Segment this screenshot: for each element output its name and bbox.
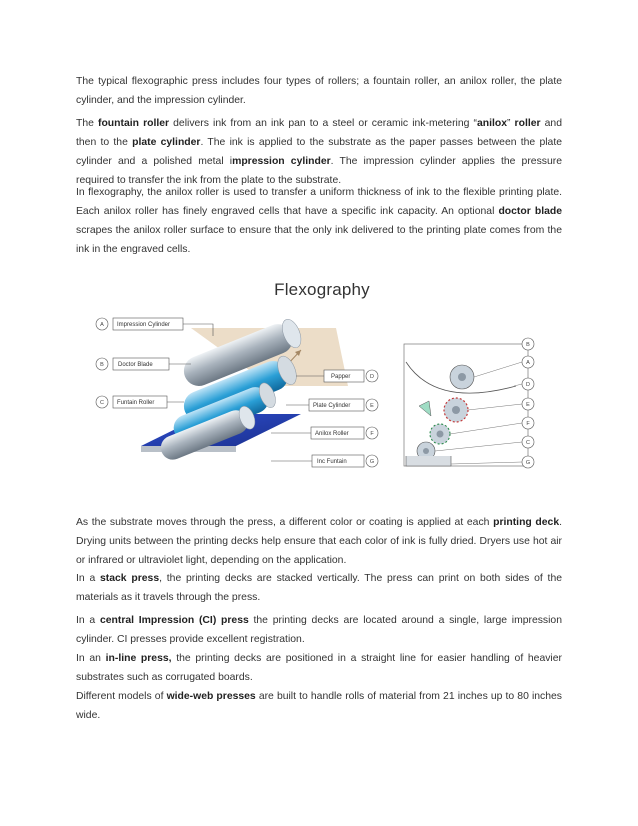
term-wide-web-presses: wide-web presses: [166, 691, 256, 702]
callout-letter: C: [100, 400, 104, 406]
schematic-letter-f: F: [526, 421, 530, 427]
text-run: In a: [76, 573, 101, 584]
callout-fountain-roller: [96, 396, 184, 408]
paragraph-printing-deck: [76, 513, 562, 570]
callout-label: Doctor Blade: [118, 362, 153, 368]
schematic-letter-a: A: [526, 360, 530, 366]
text-run: . The impression cylinder applies the pressure required to transfer the ink from the plate to the substrate.: [76, 156, 562, 186]
term-roller: roller: [514, 118, 541, 129]
callout-doctor-blade: [96, 358, 191, 370]
text-run: As the substrate moves through the press, a different color or coating is applied at each: [76, 517, 494, 528]
callout-label: Funtain Roller: [117, 400, 155, 406]
schematic-letter-d: D: [526, 382, 530, 388]
press-3d-drawing: [141, 317, 351, 464]
term-printing-deck: printing deck: [493, 517, 560, 528]
term-impression-cylinder: mpression cylinder: [232, 156, 331, 167]
text-run: delivers ink from an ink pan to a steel or ceramic ink-metering “: [169, 118, 477, 129]
schematic-ink-pan: [406, 456, 451, 466]
callout-letter: G: [369, 459, 375, 465]
text-run: are built to handle rolls of material from 21 inches up to 80 inches wide.: [76, 691, 562, 721]
term-ci-press: central Impression (CI) press: [99, 615, 249, 626]
term-plate-cylinder: plate cylinder: [132, 137, 201, 148]
flexography-figure: [86, 280, 556, 480]
callout-letter: B: [100, 362, 104, 368]
callout-impression-cylinder: [96, 318, 213, 336]
callout-anilox-roller: [271, 427, 378, 439]
term-fountain-roller: fountain roller: [98, 118, 170, 129]
callout-label: Anilox Roller: [315, 431, 349, 437]
text-run: and then to the: [76, 118, 562, 148]
callout-label: Plate Cylinder: [313, 403, 351, 409]
term-stack-press: stack press: [100, 573, 160, 584]
term-anilox: anilox: [476, 118, 507, 129]
paragraph-fountain-roller: [76, 114, 562, 190]
text-run: In flexography, the anilox roller is used to transfer a uniform thickness of ink to the flexible printing plate. Each anilox roller has finely engraved cells that have a specific ink capacity. An optional: [76, 187, 562, 217]
schematic-letter-b: B: [526, 342, 530, 348]
text-run: In a: [76, 615, 100, 626]
callout-label: Inc Funtain: [317, 459, 347, 465]
schematic-letter-e: E: [526, 402, 530, 408]
callout-letter: E: [370, 403, 374, 409]
term-doctor-blade: doctor blade: [498, 206, 562, 217]
text-run: In an: [76, 653, 106, 664]
callout-label: Impression Cylinder: [117, 322, 171, 328]
text-run: scrapes the anilox roller surface to ensure that the only ink delivered to the printing plate comes from the ink in the engraved cells.: [76, 225, 562, 255]
term-inline-press: in-line press,: [105, 653, 172, 664]
text-run: ”: [506, 118, 515, 129]
text-run: Different models of: [76, 691, 167, 702]
text-run: . The ink is applied to the substrate as the paper passes between the plate cylinder and a polished metal i: [76, 137, 562, 167]
schematic-letter-g: G: [525, 460, 531, 466]
paragraph-stack-press: [76, 569, 562, 607]
text-run: . Drying units between the printing decks help ensure that each color of ink is fully dried. Dryers use hot air or infrared or ultraviolet light, depending on the application.: [76, 517, 562, 566]
paragraph-ci-press: [76, 611, 562, 649]
schematic-letter-c: C: [526, 440, 530, 446]
figure-title: Flexography: [274, 280, 370, 299]
press-schematic: [404, 338, 534, 468]
callout-letter: D: [370, 374, 374, 380]
text-run: , the printing decks are stacked vertically. The press can print on both sides of the materials as it travels through the press.: [76, 573, 562, 603]
text-run: the printing decks are positioned in a straight line for easier handling of heavier substrates such as corrugated boards.: [76, 653, 562, 683]
paragraph-text: The typical flexographic press includes four types of rollers; a fountain roller, an anilox roller, the plate cylinder, and the impression cylinder.: [76, 76, 562, 106]
schematic-doctor-blade: [419, 401, 431, 416]
paragraph-wide-web: [76, 687, 562, 725]
callout-ink-fountain: [271, 455, 378, 467]
callout-letter: F: [370, 431, 374, 437]
callout-label: Papper: [331, 374, 351, 380]
paragraph-rollers-intro: [76, 72, 562, 110]
paragraph-anilox: [76, 183, 562, 259]
paragraph-inline-press: [76, 649, 562, 687]
callout-letter: A: [100, 322, 104, 328]
text-run: the printing decks are located around a single, large impression cylinder. CI presses provide excellent registration.: [76, 615, 562, 645]
callout-plate-cylinder: [286, 399, 378, 411]
flexography-illustration: [86, 306, 556, 481]
text-run: The: [76, 118, 98, 129]
